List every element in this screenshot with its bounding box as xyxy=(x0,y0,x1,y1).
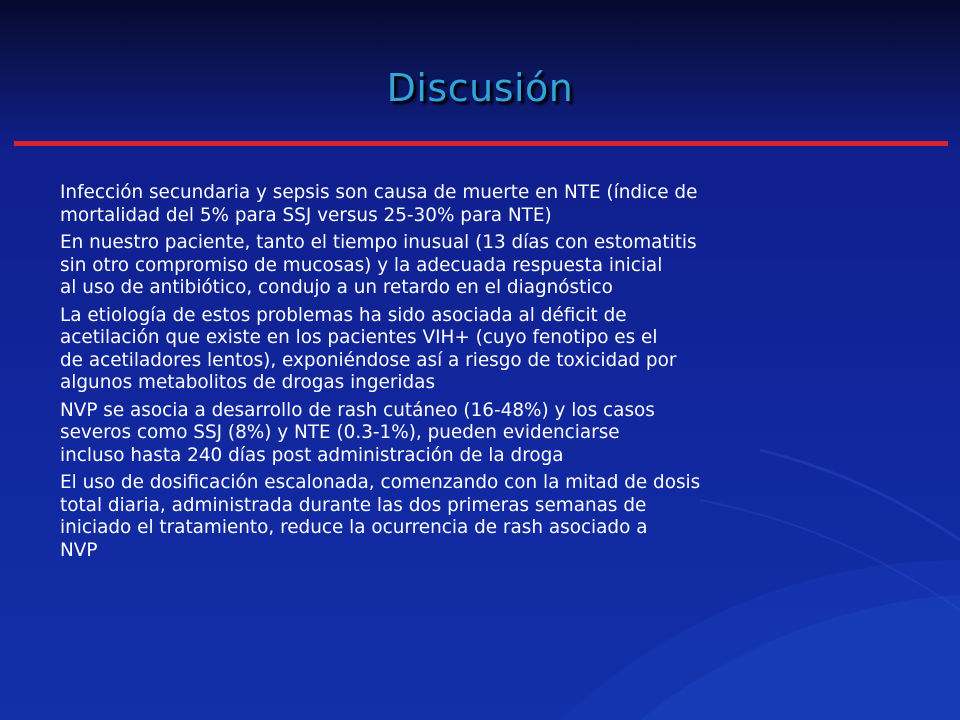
bullet-line: mortalidad del 5% para SSJ versus 25-30% para NTE) xyxy=(60,204,552,226)
bullet-item xyxy=(60,305,920,395)
bullet-line: algunos metabolitos de drogas ingeridas xyxy=(60,372,436,393)
bullet-item xyxy=(60,232,920,300)
bullet-line: NVP se asocia a desarrollo de rash cutáneo (16-48%) y los casos xyxy=(60,399,655,421)
bullet-line: El uso de dosificación escalonada, comenzando con la mitad de dosis xyxy=(60,472,701,493)
bullet-line: al uso de antibiótico, condujo a un retardo en el diagnóstico xyxy=(60,277,613,298)
bullet-line: iniciado el tratamiento, reduce la ocurrencia de rash asociado a xyxy=(60,517,648,538)
slide-title: Discusión xyxy=(386,66,574,110)
bullet-line: Infección secundaria y sepsis son causa de muerte en NTE (índice de xyxy=(60,182,698,203)
bullet-line: acetilación que existe en los pacientes VIH+ (cuyo fenotipo es el xyxy=(60,327,658,348)
bullet-line: sin otro compromiso de mucosas) y la adecuada respuesta inicial xyxy=(60,254,663,276)
bullet-item xyxy=(60,400,920,468)
bullet-line: NVP xyxy=(60,539,98,561)
bullet-line: En nuestro paciente, tanto el tiempo inusual (13 días con estomatitis xyxy=(60,232,697,253)
bullet-list xyxy=(60,182,920,567)
bullet-line: de acetiladores lentos), exponiéndose así a riesgo de toxicidad por xyxy=(60,349,677,371)
bullet-line: total diaria, administrada durante las dos primeras semanas de xyxy=(60,494,647,516)
bullet-line: severos como SSJ (8%) y NTE (0.3-1%), pueden evidenciarse xyxy=(60,422,620,443)
bullet-line: incluso hasta 240 días post administración de la droga xyxy=(60,444,564,466)
bullet-line: La etiología de estos problemas ha sido asociada al déficit de xyxy=(60,304,627,326)
bullet-item xyxy=(60,182,920,227)
title-divider xyxy=(14,141,948,146)
bullet-item xyxy=(60,472,920,562)
